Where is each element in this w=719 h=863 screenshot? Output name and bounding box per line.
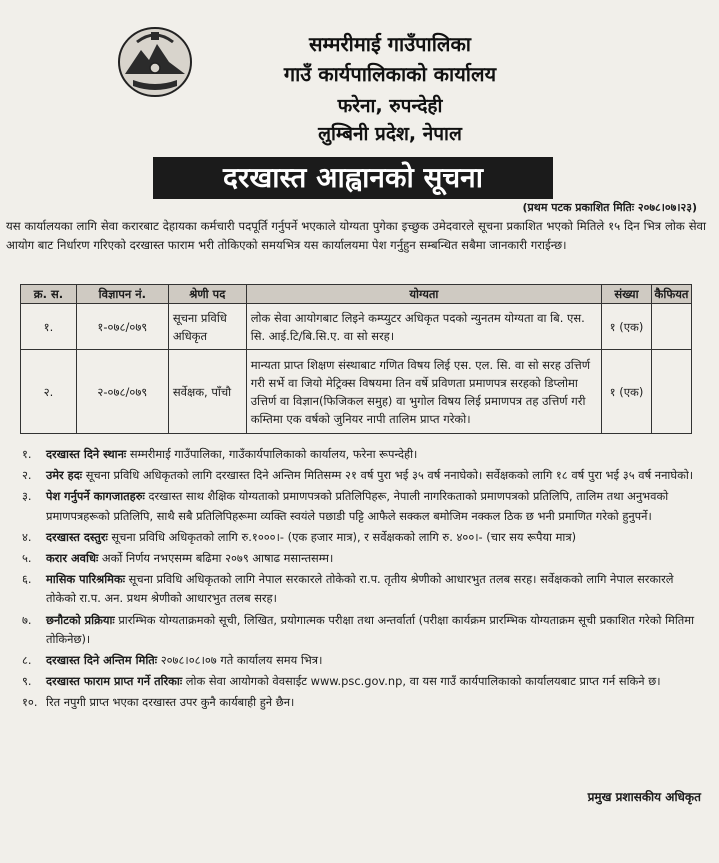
cell-qualification: लोक सेवा आयोगबाट लिइने कम्प्युटर अधिकृत पदको न्युनतम योग्यता वा बि. एस. सि. आई.टि/बि.सि.ए. वा सो सरह। — [246, 304, 601, 350]
item-text: दरखास्त साथ शैक्षिक योग्यताको प्रमाणपत्रको प्रतिलिपिहरू, नेपाली नागरिकताको प्रमाणपत्रको प्रतिलिपि, तालिम तथा अनुभवको प्रमाणपत्रहरूको प्रतिलिपि, साथै सबै प्रतिलिपिहरूमा व्यक्ति स्वयंले पछाडी पट्टि आफैले सक्कल बमोजिम नक्कल ठिक छ भनी प्रमाणित गरेको हुनुपर्ने। — [46, 489, 669, 523]
item-label: मासिक पारिश्रमिकः — [46, 572, 126, 587]
conditions-list — [8, 445, 704, 715]
list-item — [8, 693, 704, 712]
list-item — [8, 549, 704, 568]
item-text: लोक सेवा आयोगको वेवसाईट www.psc.gov.np, वा यस गाउँ कार्यपालिकाको कार्यालयबाट प्राप्त गर्न सकिने छ। — [182, 674, 661, 689]
item-text: सूचना प्रविधि अधिकृतको लागि नेपाल सरकारले तोकेको रा.प. तृतीय श्रेणीको आधारभुत तलब सरह। सर्वेक्षकको लागि नेपाल सरकारले तोकेको रा.प. अन. प्रथम श्रेणीको आधारभुत तलब सरह। — [46, 572, 674, 606]
item-label: दरखास्त दस्तुरः — [46, 529, 108, 544]
cell-count: १ (एक) — [602, 350, 652, 434]
item-text: सूचना प्रविधि अधिकृतको लागि दरखास्त दिने अन्तिम मितिसम्म २१ वर्ष पुरा भई ३५ वर्ष ननाघेको। सर्वेक्षकको लागि १८ वर्ष पुरा भई ३५ वर्ष ननाघेको। — [82, 468, 694, 483]
item-text: २०७८।०८।०७ गते कार्यालय समय भित्र। — [157, 653, 323, 668]
col-header-qualification: योग्यता — [246, 285, 601, 304]
list-item — [8, 487, 704, 525]
item-text: अर्को निर्णय नभएसम्म बढिमा २०७९ आषाढ मसान्तसम्म। — [98, 551, 334, 566]
item-number: ८. — [22, 653, 32, 668]
table-header-row — [21, 285, 692, 304]
item-number: ३. — [22, 489, 32, 504]
cell-qualification: मान्यता प्राप्त शिक्षण संस्थाबाट गणित विषय लिई एस. एल. सि. वा सो सरह उत्तिर्ण गरी सर्भे वा जियो मेट्रिक्स विषयमा तिन वर्षे प्रविणता प्रमाणपत्र सरहको डिप्लोमा उत्तिर्ण वा विज्ञान(फिजिकल समुह) वा भुगोल विषय लिई प्रमाणपत्र तह उत्तिर्ण गरी कम्तिमा एक वर्षको जुनियर नापी तालिम प्राप्त गरेको। — [246, 350, 601, 434]
item-text: रित नपुगी प्राप्त भएका दरखास्त उपर कुनै कार्यबाही हुने छैन। — [46, 695, 295, 710]
item-number: १. — [22, 447, 32, 461]
cell-ad-no: १-०७८/०७९ — [76, 304, 168, 350]
table-row — [21, 304, 692, 350]
list-item — [8, 445, 704, 464]
item-number: २. — [22, 468, 32, 483]
col-header-ad-no: विज्ञापन नं. — [76, 285, 168, 304]
item-number: ४. — [22, 529, 32, 544]
list-item — [8, 651, 704, 670]
item-label: छनौटको प्रक्रियाः — [46, 612, 115, 627]
cell-remarks — [651, 350, 691, 434]
item-number: १०. — [22, 695, 38, 710]
intro-paragraph: यस कार्यालयका लागि सेवा करारबाट देहायका कर्मचारी पदपूर्ति गर्नुपर्ने भएकाले योग्यता पुगेका इच्छुक उमेदवारले सूचना प्रकाशित भएको मितिले १५ दिन भित्र लोक सेवा आयोग बाट निर्धारण गरिएको दरखास्त फाराम भरी तोकिएको समयभित्र यस कार्यालयमा पेश गर्नुहुन सम्बन्धित सबैमा जानकारी गराईन्छ। — [6, 219, 706, 252]
col-header-count: संख्या — [602, 285, 652, 304]
cell-ad-no: २-०७८/०७९ — [76, 350, 168, 434]
cell-post: सूचना प्रविधि अधिकृत — [168, 304, 246, 350]
item-label: दरखास्त दिने स्थानः — [46, 447, 127, 461]
list-item — [8, 672, 704, 691]
cell-remarks — [651, 304, 691, 350]
list-item — [8, 466, 704, 485]
nepal-emblem-icon — [115, 22, 195, 102]
item-label: पेश गर्नुपर्ने कागजातहरुः — [46, 489, 145, 504]
list-item — [8, 570, 704, 608]
table-row — [21, 350, 692, 434]
item-label: उमेर हदः — [46, 468, 83, 483]
cell-post: सर्वेक्षक, पाँचौ — [168, 350, 246, 434]
province-country: लुम्बिनी प्रदेश, नेपाल — [318, 123, 462, 145]
vacancy-table — [20, 284, 692, 434]
cell-sn: २. — [21, 350, 77, 434]
col-header-remarks: कैफियत — [651, 285, 691, 304]
list-item — [8, 611, 704, 649]
list-item — [8, 528, 704, 547]
signature-title: प्रमुख प्रशासकीय अधिकृत — [587, 790, 701, 804]
item-text: प्रारम्भिक योग्यताक्रमको सूची, लिखित, प्रयोगात्मक परीक्षा तथा अन्तर्वार्ता (परीक्षा कार्यक्रम प्रारम्भिक योग्यताक्रम सूची प्रकाशित गरेको मितिमा तोकिनेछ)। — [46, 612, 695, 646]
item-text: सूचना प्रविधि अधिकृतको लागि रु.१०००।- (एक हजार मात्र), र सर्वेक्षकको लागि रु. ४००।- (चार सय रूपैया मात्र) — [107, 529, 577, 544]
office-location: फरेना, रुपन्देही — [337, 95, 443, 117]
cell-sn: १. — [21, 304, 77, 350]
publication-date: (प्रथम पटक प्रकाशित मितिः २०७८।०७।२३) — [522, 201, 697, 214]
item-number: ५. — [22, 551, 32, 566]
item-number: ७. — [22, 612, 32, 627]
office-name: गाउँ कार्यपालिकाको कार्यालय — [283, 62, 497, 86]
notice-title-banner: दरखास्त आह्वानको सूचना — [153, 157, 553, 199]
col-header-sn: क्र. स. — [21, 285, 77, 304]
item-label: दरखास्त दिने अन्तिम मितिः — [46, 653, 158, 668]
municipality-name: सम्मरीमाई गाउँपालिका — [309, 32, 471, 56]
item-text: सम्मरीमाई गाउँपालिका, गाउँकार्यपालिकाको कार्यालय, फरेना रूपन्देही। — [126, 447, 418, 461]
cell-count: १ (एक) — [602, 304, 652, 350]
item-number: ६. — [22, 572, 32, 587]
item-label: करार अवधिः — [46, 551, 99, 566]
col-header-post: श्रेणी पद — [168, 285, 246, 304]
item-number: ९. — [22, 674, 32, 689]
item-label: दरखास्त फाराम प्राप्त गर्ने तरिकाः — [46, 674, 183, 689]
